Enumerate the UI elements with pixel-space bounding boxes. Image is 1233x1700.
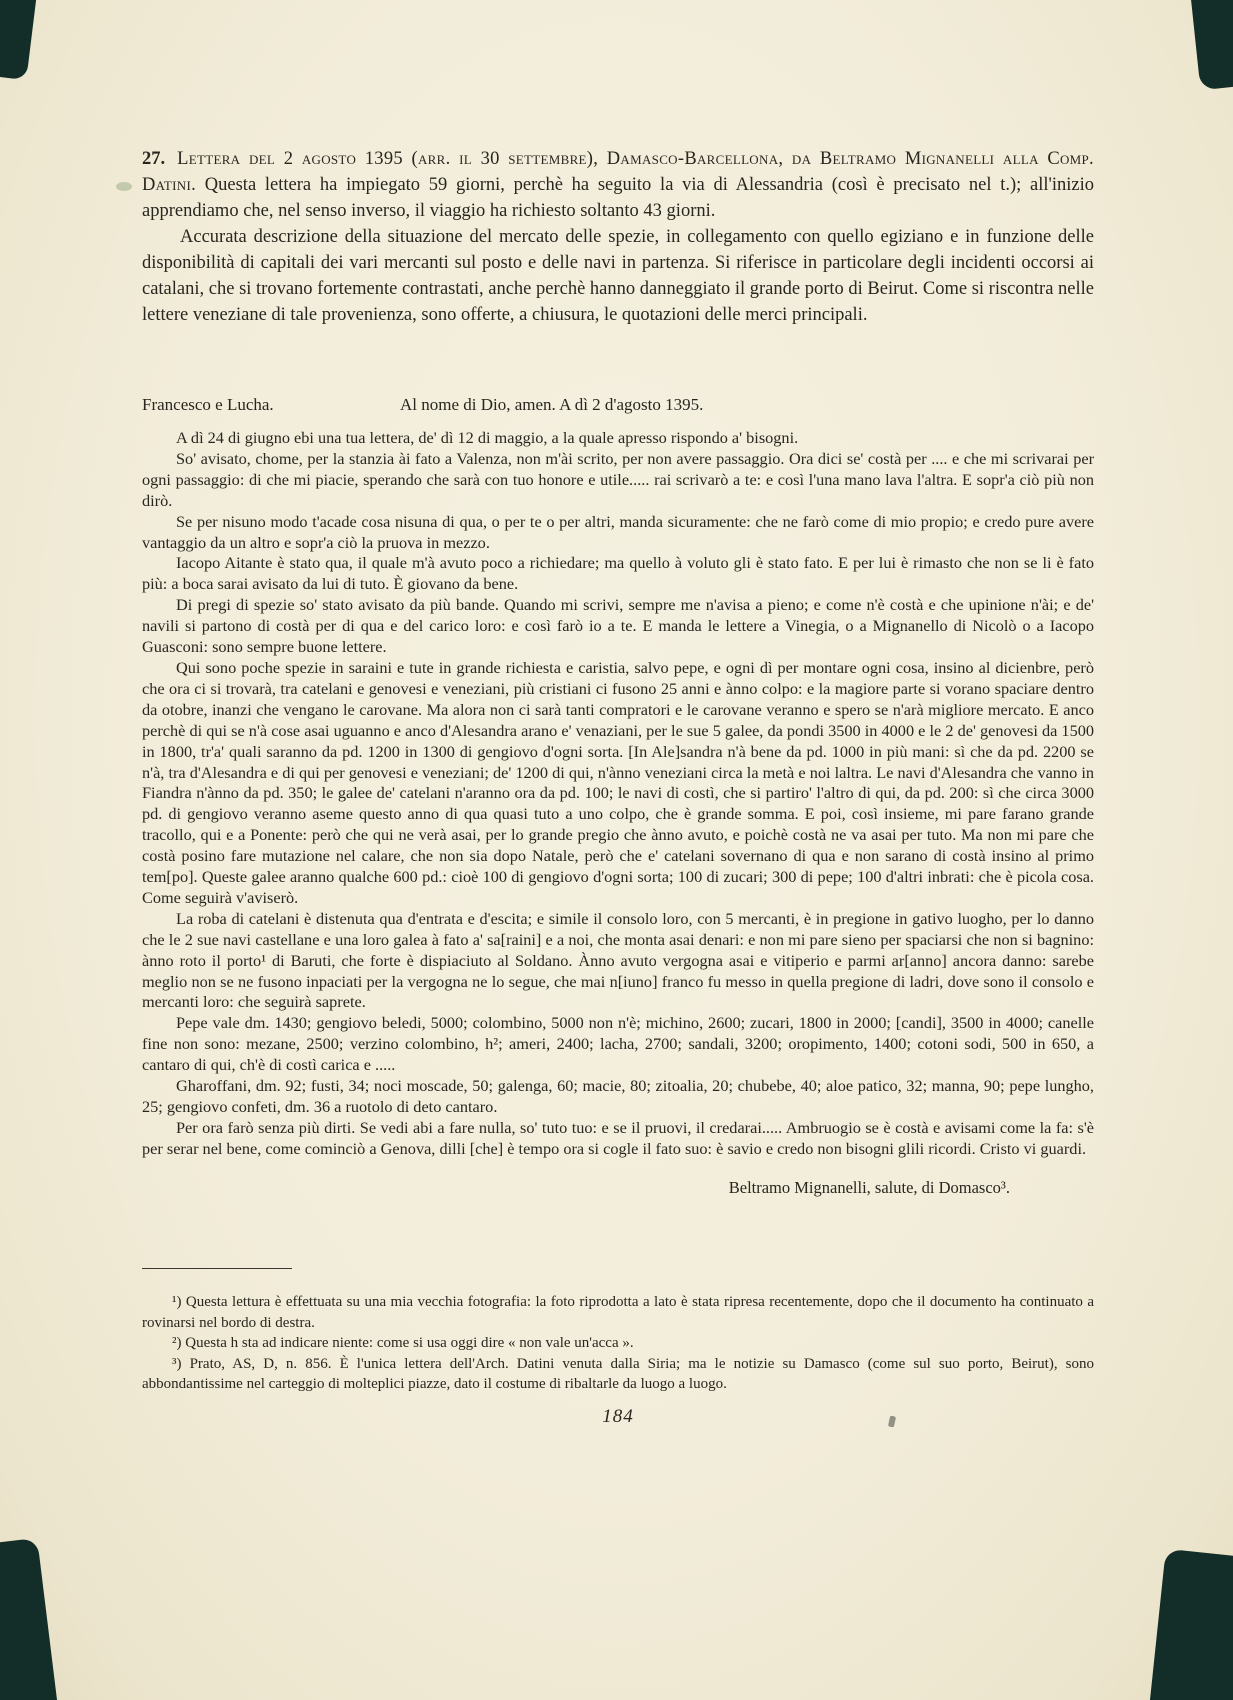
letter-paragraph: A dì 24 di giugno ebi una tua lettera, de' dì 12 di maggio, a la quale apresso rispondo a' bisogni. [176, 428, 799, 447]
letter-paragraph: Per ora farò senza più dirti. Se vedi abi a fare nulla, so' tuto tuo: e se il pruovi, il credarai..... Ambruogio se è costà e avisami come la fa: s'è per serar nel bene, come cominciò a Genova, dilli [che] è tempo ora si cogle il fato suo: è savio e credo non bisogni glili ricordi. Cristo vi guardi. [142, 1117, 1094, 1158]
footnotes [142, 1292, 1094, 1395]
letter-paragraph: Qui sono poche spezie in saraini e tute in grande richiesta e caristia, salvo pepe, e ogni dì per montare ogni cosa, insino al dicienbre, però che ora ci si trovarà, tra catelani e genovesi e veneziani, più cristiani ci fusono 25 anni e ànno colpo: e la magiore parte si vorano spaciare dentro da otobre, inanzi che vengano le carovane. Ma alora non ci sarà tanti compratori e le carovane veranno e spero se n'arà migliore mercato. E anco perchè di qui se n'à cose asai uguanno e anco d'Alesandra arano e' venaziani, per le sue 5 galee, da pondi 3500 in 4000 e le 2 de' genovesi da 1500 in 1800, tr'a' quali saranno da pd. 1200 in 1300 di gengiovo d'ogni sorta. [In Ale]sandra n'à bene da pd. 1000 in più mani: sì che da pd. 2200 se n'à, tra d'Alesandra e di qui per genovesi e veneziani; de' 1200 di qui, n'ànno veneziani circa la metà e noi laltra. Le navi d'Alesandra che vanno in Fiandra n'ànno da pd. 350; le galee de' catelani n'aranno ora da pd. 100; le navi di costì, che si partiro' l'altro di qui, da pd. 200: sì che circa 3000 pd. di gengiovo veranno aseme questo anno di qua quasi tuto a uno colpo, che è grande somma. E poi, così insieme, mi pare farano grande tracollo, qui e a Ponente: però che qui ne verà asai, per lo grande pregio che ànno avuto, e poichè costà ne va asai per tuto. Ma non mi pare che costà posino fare mutazione nel calare, che non sia dopo Natale, però che e' catelani sovernano di qua e non sarano di costà insino al primo tem[po]. Queste galee aranno qualche 600 pd.: cioè 100 di gengiovo d'ogni sorta; 100 di zucari; 300 di pepe; 100 d'altri inbrati: che è picola cosa. Come seguirà v'aviserò. [142, 657, 1094, 907]
letter-title: Lettera del 2 agosto 1395 (arr. il 30 settembre), Damasco-Barcellona, da Beltramo Mignanelli alla Comp. Datini. [142, 149, 1094, 195]
footnote-divider [142, 1268, 292, 1269]
letter-paragraph: Gharoffani, dm. 92; fusti, 34; noci moscade, 50; galenga, 60; macie, 80; zitoalia, 20; chubebe, 40; aloe patico, 32; manna, 90; pepe lungho, 25; gengiovo confeti, dm. 36 a ruotolo di deto cantaro. [142, 1076, 1094, 1116]
letter-signature: Beltramo Mignanelli, salute, di Domasco³. [728, 1177, 1010, 1197]
letter-body [142, 428, 1094, 1160]
scan-smudge [116, 182, 132, 191]
scan-edge-artifact-bottom-left [0, 1538, 58, 1700]
letter-paragraph: Iacopo Aitante è stato qua, il quale m'à avuto poco a richiedare; ma quello à voluto gli è stato fato. E per lui è rimasto che non se li è fato più: a boca sarai avisato da lui di tuto. È giovano da bene. [142, 553, 1094, 594]
summary-paragraph: Accurata descrizione della situazione del mercato delle spezie, in collegamento con quello egiziano e in funzione delle disponibilità di capitali dei vari mercanti sul posto e delle navi in partenza. Si riferisce in particolare degli incidenti occorsi ai catalani, che si trovano fortemente contrastati, anche perchè hanno danneggiato il grande porto di Beirut. Come si riscontra nelle lettere veneziane di tale provenienza, sono offerte, a chiusura, le quotazioni delle merci principali. [142, 227, 1094, 325]
page-number: 184 [602, 1406, 634, 1427]
scan-edge-artifact-bottom-right [1149, 1549, 1233, 1700]
footnote-2: ²) Questa h sta ad indicare niente: come si usa oggi dire « non vale un'acca ». [172, 1335, 634, 1351]
letter-paragraph: La roba di catelani è distenuta qua d'entrata e d'escita; e simile il consolo loro, con 5 mercanti, è in pregione in gativo luogho, per lo danno che le 2 sue navi castellane e una loro galea à fato a' sa[raini] e a noi, che monta asai denari: e non mi pare sieno per spaciarsi che non si bagnino: ànno roto il porto¹ di Baruti, che forte è dispiaciuto al Soldano. Ànno avuto vergogna asai e vitiperio e parmi ar[anno] ancora danno: sarebe meglio non se ne fusono inpaciati per la vergogna ne lo segue, che mai n[iuno] franco fu messo in quella pregione di ladri, dove sono il consolo e mercanti loro: che seguirà saprete. [142, 908, 1094, 1012]
letter-paragraph: Se per nisuno modo t'acade cosa nisuna di qua, o per te o per altri, manda sicuramente: che ne farò come di mio propio; e credo pure avere vantaggio da un altro e sopr'a ciò la pruova in mezzo. [142, 511, 1094, 552]
footnote-3: ³) Prato, AS, D, n. 856. È l'unica lettera dell'Arch. Datini venuta dalla Siria; ma le notizie su Damasco (come sul suo porto, Beirut), sono abbondantissime nel carteggio di molteplici piazze, dato il costume di ribaltarle da luogo a luogo. [142, 1355, 1094, 1392]
letter-paragraph: Pepe vale dm. 1430; gengiovo beledi, 5000; colombino, 5000 non n'è; michino, 2600; zucari, 1800 in 2000; [candi], 3500 in 4000; canelle fine non sono: mezane, 2500; verzino colombino, h²; ameri, 2400; lacha, 2700; sandali, 3200; oropimento, 1400; cotoni sodi, 500 in 650, a cantaro di qui, ch'è di costì carica e ..... [142, 1013, 1094, 1075]
page-content [142, 146, 1094, 1198]
scan-edge-artifact-top-right [1190, 0, 1233, 90]
scan-edge-artifact-top-left [0, 0, 37, 80]
footnote-1: ¹) Questa lettura è effettuata su una mia vecchia fotografia: la foto riprodotta a lato è stata ripresa recentemente, dopo che il documento ha continuato a rovinarsi nel bordo di destra. [142, 1294, 1094, 1331]
intro-paragraph [142, 146, 1094, 224]
letter-paragraph: So' avisato, chome, per la stanzia ài fato a Valenza, non m'ài scrito, per non avere passaggio. Ora dici se' costà per .... e che mi scrivarai per ogni passaggio: di che mi piacie, sperando che sarà con tuo honore e utile..... rai scrivarò a te: e così l'una mano lava l'altra. E sopr'a ciò più non dirò. [142, 448, 1094, 510]
letter-paragraph: Di pregi di spezie so' stato avisato da più bande. Quando mi scrivi, sempre me n'avisa a pieno; e come n'è costà e che upinione n'ài; e de' navili si partono di costà per di qua e del carico loro: e così farò io a te. E manda le lettere a Vinegia, o a Mignanello di Nicolò o a Iacopo Guasconi: sono sempre buone lettere. [142, 595, 1094, 657]
letter-number: 27. [142, 149, 166, 169]
intro-text: Questa lettera ha impiegato 59 giorni, perchè ha seguito la via di Alessandria (così è precisato nel t.); all'inizio apprendiamo che, nel senso inverso, il viaggio ha richiesto soltanto 43 giorni. [142, 175, 1094, 221]
letter-opening [142, 394, 1094, 416]
letter-recipients: Francesco e Lucha. [142, 395, 274, 414]
letter-invocation: Al nome di Dio, amen. A dì 2 d'agosto 1395. [400, 395, 704, 414]
